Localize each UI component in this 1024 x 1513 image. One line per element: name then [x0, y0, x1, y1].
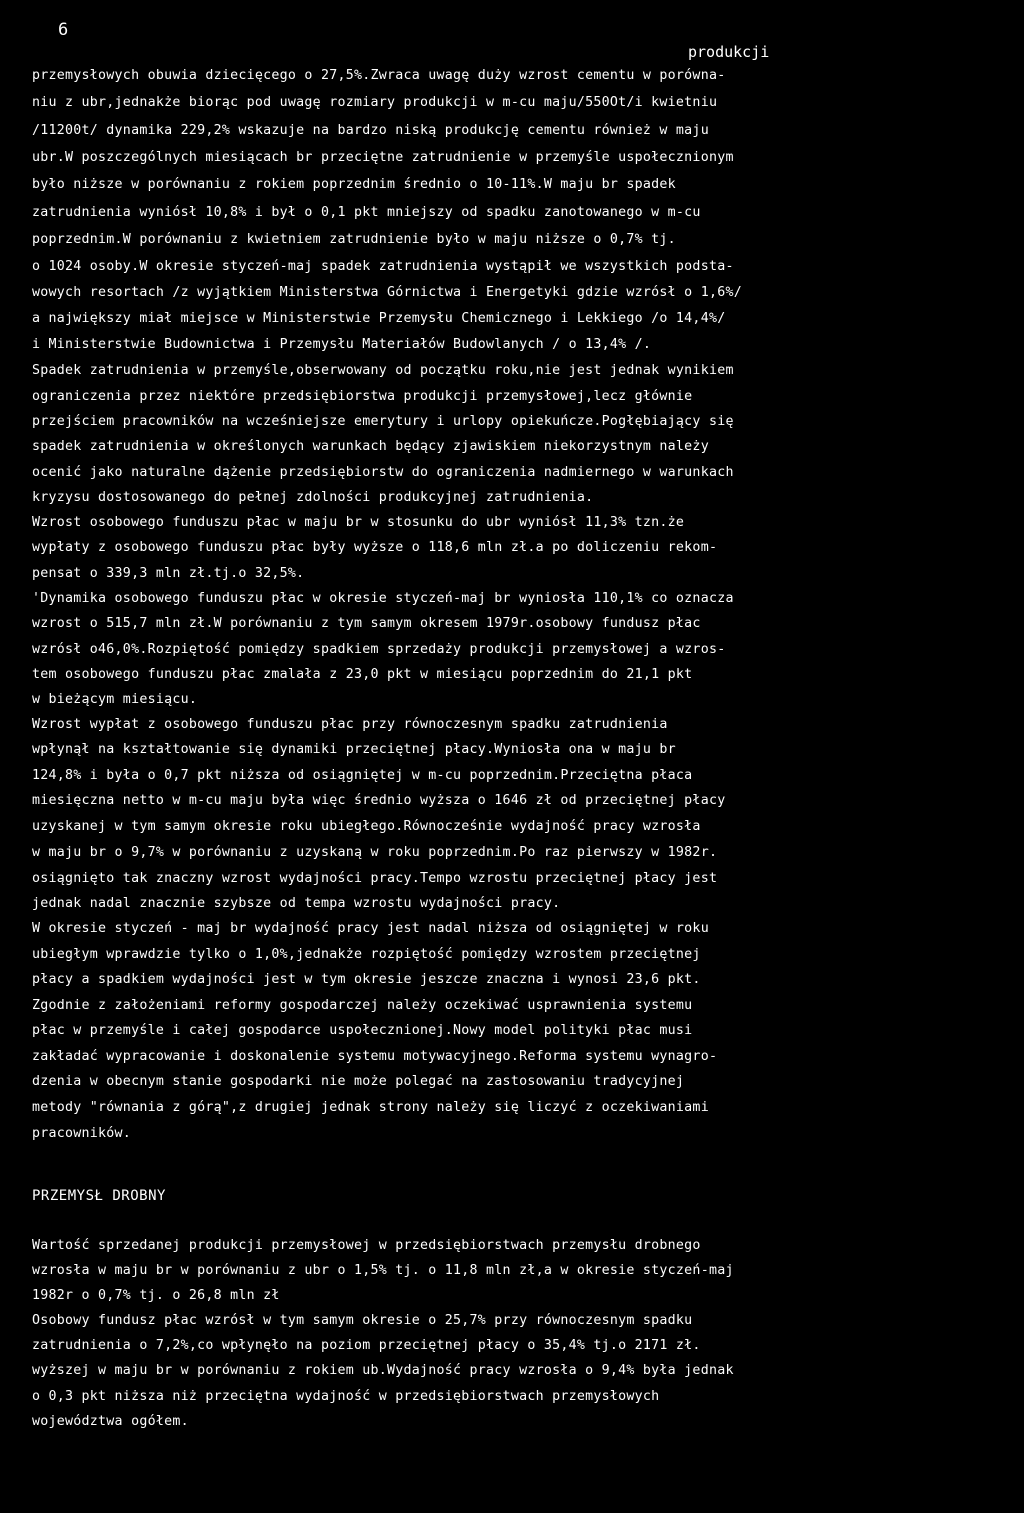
- page-number: 6: [58, 20, 69, 40]
- margin-insert: produkcji: [688, 43, 770, 61]
- text-line: tem osobowego funduszu płac zmalała z 23,0 pkt w miesiącu poprzednim do 21,1 pkt: [32, 667, 693, 682]
- text-line: województwa ogółem.: [32, 1414, 189, 1429]
- text-line: a największy miał miejsce w Ministerstwie Przemysłu Chemicznego i Lekkiego /o 14,4%/: [32, 311, 726, 326]
- text-line: o 0,3 pkt niższa niż przeciętna wydajność w przedsiębiorstwach przemysłowych: [32, 1389, 660, 1404]
- text-line: spadek zatrudnienia w określonych warunkach będący zjawiskiem niekorzystnym należy: [32, 439, 709, 454]
- text-line: wyższej w maju br w porównaniu z rokiem ub.Wydajność pracy wzrosła o 9,4% była jednak: [32, 1363, 734, 1378]
- text-line: 1982r o 0,7% tj. o 26,8 mln zł: [32, 1288, 280, 1303]
- text-line: płacy a spadkiem wydajności jest w tym okresie jeszcze znaczna i wynosi 23,6 pkt.: [32, 972, 701, 987]
- text-line: wzrosła w maju br w porównaniu z ubr o 1,5% tj. o 11,8 mln zł,a w okresie styczeń-maj: [32, 1263, 734, 1278]
- text-line: kryzysu dostosowanego do pełnej zdolności produkcyjnej zatrudnienia.: [32, 490, 594, 505]
- text-line: uzyskanej w tym samym okresie roku ubiegłego.Równocześnie wydajność pracy wzrosła: [32, 819, 701, 834]
- text-line: pensat o 339,3 mln zł.tj.o 32,5%.: [32, 566, 305, 581]
- text-line: ubr.W poszczególnych miesiącach br przeciętne zatrudnienie w przemyśle uspołecznionym: [32, 150, 734, 165]
- text-line: Osobowy fundusz płac wzrósł w tym samym okresie o 25,7% przy równoczesnym spadku: [32, 1313, 693, 1328]
- text-line: pracowników.: [32, 1126, 132, 1141]
- text-line: 'Dynamika osobowego funduszu płac w okresie styczeń-maj br wyniosła 110,1% co oznacza: [32, 591, 734, 606]
- text-line: 124,8% i była o 0,7 pkt niższa od osiągniętej w m-cu poprzednim.Przeciętna płaca: [32, 768, 693, 783]
- text-line: metody "równania z górą",z drugiej jednak strony należy się liczyć z oczekiwaniami: [32, 1100, 709, 1115]
- text-line: zakładać wypracowanie i doskonalenie systemu motywacyjnego.Reforma systemu wynagro-: [32, 1049, 718, 1064]
- text-line: zatrudnienia wyniósł 10,8% i był o 0,1 pkt mniejszy od spadku zanotowanego w m-cu: [32, 205, 701, 220]
- text-line: zatrudnienia o 7,2%,co wpłynęło na poziom przeciętnej płacy o 35,4% tj.o 2171 zł.: [32, 1338, 701, 1353]
- text-line: było niższe w porównaniu z rokiem poprzednim średnio o 10-11%.W maju br spadek: [32, 177, 676, 192]
- section-heading-small-industry: PRZEMYSŁ DROBNY: [32, 1188, 166, 1204]
- text-line: ocenić jako naturalne dążenie przedsiębiorstw do ograniczenia nadmiernego w warunkach: [32, 465, 734, 480]
- text-line: w maju br o 9,7% w porównaniu z uzyskaną w roku poprzednim.Po raz pierwszy w 1982r.: [32, 845, 718, 860]
- text-line: płac w przemyśle i całej gospodarce uspołecznionej.Nowy model polityki płac musi: [32, 1023, 693, 1038]
- text-line: i Ministerstwie Budownictwa i Przemysłu Materiałów Budowlanych / o 13,4% /.: [32, 337, 652, 352]
- text-line: przemysłowych obuwia dziecięcego o 27,5%.Zwraca uwagę duży wzrost cementu w porówna-: [32, 68, 726, 83]
- text-line: o 1024 osoby.W okresie styczeń-maj spadek zatrudnienia wystąpił we wszystkich podsta-: [32, 259, 734, 274]
- text-line: przejściem pracowników na wcześniejsze emerytury i urlopy opiekuńcze.Pogłębiający się: [32, 414, 734, 429]
- text-line: w bieżącym miesiącu.: [32, 692, 198, 707]
- text-line: wowych resortach /z wyjątkiem Ministerstwa Górnictwa i Energetyki gdzie wzrósł o 1,6%/: [32, 285, 742, 300]
- text-line: W okresie styczeń - maj br wydajność pracy jest nadal niższa od osiągniętej w roku: [32, 921, 709, 936]
- text-line: Spadek zatrudnienia w przemyśle,obserwowany od początku roku,nie jest jednak wynikiem: [32, 363, 734, 378]
- text-line: poprzednim.W porównaniu z kwietniem zatrudnienie było w maju niższe o 0,7% tj.: [32, 232, 676, 247]
- text-line: osiągnięto tak znaczny wzrost wydajności pracy.Tempo wzrostu przeciętnej płacy jest: [32, 871, 718, 886]
- text-line: jednak nadal znacznie szybsze od tempa wzrostu wydajności pracy.: [32, 896, 561, 911]
- text-line: miesięczna netto w m-cu maju była więc średnio wyższa o 1646 zł od przeciętnej płacy: [32, 793, 726, 808]
- text-line: Wartość sprzedanej produkcji przemysłowej w przedsiębiorstwach przemysłu drobnego: [32, 1238, 701, 1253]
- text-line: /11200t/ dynamika 229,2% wskazuje na bardzo niską produkcję cementu również w maju: [32, 123, 709, 138]
- text-line: wzrósł o46,0%.Rozpiętość pomiędzy spadkiem sprzedaży produkcji przemysłowej a wzros-: [32, 642, 726, 657]
- text-line: Wzrost wypłat z osobowego funduszu płac przy równoczesnym spadku zatrudnienia: [32, 717, 668, 732]
- text-line: ograniczenia przez niektóre przedsiębiorstwa produkcji przemysłowej,lecz głównie: [32, 389, 693, 404]
- text-line: wypłaty z osobowego funduszu płac były wyższe o 118,6 mln zł.a po doliczeniu rekom-: [32, 540, 718, 555]
- text-line: Wzrost osobowego funduszu płac w maju br w stosunku do ubr wyniósł 11,3% tzn.że: [32, 515, 685, 530]
- text-line: ubiegłym wprawdzie tylko o 1,0%,jednakże rozpiętość pomiędzy wzrostem przeciętnej: [32, 947, 701, 962]
- text-line: wzrost o 515,7 mln zł.W porównaniu z tym samym okresem 1979r.osobowy fundusz płac: [32, 616, 701, 631]
- text-line: niu z ubr,jednakże biorąc pod uwagę rozmiary produkcji w m-cu maju/550Ot/i kwietniu: [32, 95, 718, 110]
- text-line: Zgodnie z założeniami reformy gospodarczej należy oczekiwać usprawnienia systemu: [32, 998, 693, 1013]
- text-line: dzenia w obecnym stanie gospodarki nie może polegać na zastosowaniu tradycyjnej: [32, 1074, 685, 1089]
- text-line: wpłynął na kształtowanie się dynamiki przeciętnej płacy.Wyniosła ona w maju br: [32, 742, 676, 757]
